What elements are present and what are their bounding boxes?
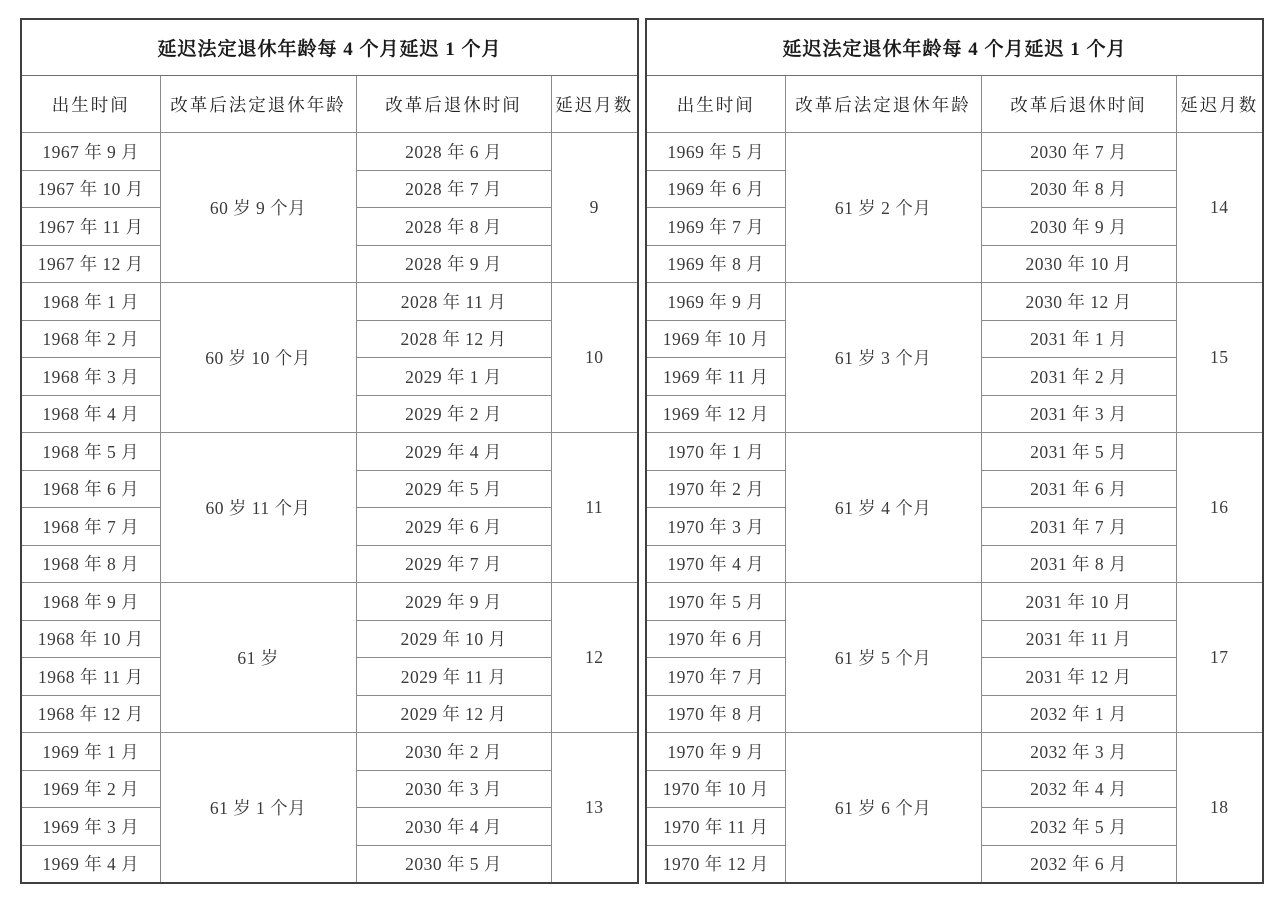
birth-month-cell: 1969 年 8 月 xyxy=(646,245,785,283)
retirement-month-cell: 2028 年 7 月 xyxy=(356,170,551,208)
delay-months-cell: 17 xyxy=(1176,583,1263,733)
retirement-age-cell: 61 岁 xyxy=(160,583,356,733)
retirement-month-cell: 2030 年 8 月 xyxy=(981,170,1176,208)
retirement-tables-container xyxy=(20,18,1264,884)
retirement-month-cell: 2029 年 4 月 xyxy=(356,433,551,471)
retirement-age-cell: 60 岁 10 个月 xyxy=(160,283,356,433)
retirement-month-cell: 2030 年 5 月 xyxy=(356,845,551,883)
table-row xyxy=(21,583,638,621)
table-row xyxy=(21,283,638,321)
retirement-month-cell: 2030 年 7 月 xyxy=(981,133,1176,171)
table-title: 延迟法定退休年龄每 4 个月延迟 1 个月 xyxy=(21,19,638,76)
retirement-month-cell: 2029 年 6 月 xyxy=(356,508,551,546)
retirement-month-cell: 2032 年 1 月 xyxy=(981,695,1176,733)
retirement-month-cell: 2032 年 6 月 xyxy=(981,845,1176,883)
retirement-month-cell: 2031 年 3 月 xyxy=(981,395,1176,433)
column-header-delay-months: 延迟月数 xyxy=(1176,76,1263,133)
retirement-table-left xyxy=(20,18,639,884)
retirement-month-cell: 2031 年 11 月 xyxy=(981,620,1176,658)
delay-months-cell: 14 xyxy=(1176,133,1263,283)
retirement-month-cell: 2030 年 9 月 xyxy=(981,208,1176,246)
retirement-month-cell: 2031 年 7 月 xyxy=(981,508,1176,546)
birth-month-cell: 1968 年 2 月 xyxy=(21,320,160,358)
retirement-month-cell: 2031 年 12 月 xyxy=(981,658,1176,696)
retirement-month-cell: 2029 年 11 月 xyxy=(356,658,551,696)
birth-month-cell: 1969 年 9 月 xyxy=(646,283,785,321)
delay-months-cell: 12 xyxy=(551,583,638,733)
retirement-month-cell: 2030 年 12 月 xyxy=(981,283,1176,321)
retirement-month-cell: 2029 年 1 月 xyxy=(356,358,551,396)
birth-month-cell: 1967 年 11 月 xyxy=(21,208,160,246)
birth-month-cell: 1968 年 3 月 xyxy=(21,358,160,396)
birth-month-cell: 1970 年 10 月 xyxy=(646,770,785,808)
retirement-month-cell: 2032 年 5 月 xyxy=(981,808,1176,846)
retirement-month-cell: 2028 年 12 月 xyxy=(356,320,551,358)
retirement-month-cell: 2030 年 10 月 xyxy=(981,245,1176,283)
retirement-month-cell: 2031 年 2 月 xyxy=(981,358,1176,396)
table-body xyxy=(646,133,1263,884)
table-header-row xyxy=(21,76,638,133)
birth-month-cell: 1968 年 4 月 xyxy=(21,395,160,433)
retirement-month-cell: 2031 年 1 月 xyxy=(981,320,1176,358)
birth-month-cell: 1969 年 12 月 xyxy=(646,395,785,433)
birth-month-cell: 1969 年 3 月 xyxy=(21,808,160,846)
retirement-month-cell: 2029 年 10 月 xyxy=(356,620,551,658)
table-row xyxy=(21,733,638,771)
table-header-row xyxy=(646,76,1263,133)
table-title: 延迟法定退休年龄每 4 个月延迟 1 个月 xyxy=(646,19,1263,76)
birth-month-cell: 1968 年 9 月 xyxy=(21,583,160,621)
retirement-month-cell: 2032 年 3 月 xyxy=(981,733,1176,771)
table-body xyxy=(21,133,638,884)
birth-month-cell: 1969 年 10 月 xyxy=(646,320,785,358)
birth-month-cell: 1970 年 11 月 xyxy=(646,808,785,846)
birth-month-cell: 1970 年 8 月 xyxy=(646,695,785,733)
retirement-month-cell: 2030 年 2 月 xyxy=(356,733,551,771)
birth-month-cell: 1969 年 6 月 xyxy=(646,170,785,208)
table-row xyxy=(646,583,1263,621)
retirement-month-cell: 2028 年 6 月 xyxy=(356,133,551,171)
birth-month-cell: 1970 年 6 月 xyxy=(646,620,785,658)
column-header-retirement-time: 改革后退休时间 xyxy=(356,76,551,133)
delay-months-cell: 18 xyxy=(1176,733,1263,884)
birth-month-cell: 1970 年 9 月 xyxy=(646,733,785,771)
birth-month-cell: 1968 年 7 月 xyxy=(21,508,160,546)
birth-month-cell: 1969 年 7 月 xyxy=(646,208,785,246)
retirement-age-cell: 60 岁 11 个月 xyxy=(160,433,356,583)
column-header-statutory-retirement-age: 改革后法定退休年龄 xyxy=(160,76,356,133)
table-title-row xyxy=(646,19,1263,76)
retirement-month-cell: 2030 年 3 月 xyxy=(356,770,551,808)
birth-month-cell: 1969 年 1 月 xyxy=(21,733,160,771)
birth-month-cell: 1968 年 10 月 xyxy=(21,620,160,658)
retirement-age-cell: 61 岁 4 个月 xyxy=(785,433,981,583)
table-row xyxy=(646,733,1263,771)
retirement-age-cell: 61 岁 3 个月 xyxy=(785,283,981,433)
birth-month-cell: 1970 年 1 月 xyxy=(646,433,785,471)
retirement-month-cell: 2031 年 8 月 xyxy=(981,545,1176,583)
birth-month-cell: 1969 年 5 月 xyxy=(646,133,785,171)
retirement-age-cell: 61 岁 1 个月 xyxy=(160,733,356,884)
birth-month-cell: 1967 年 9 月 xyxy=(21,133,160,171)
retirement-month-cell: 2029 年 2 月 xyxy=(356,395,551,433)
column-header-birth-time: 出生时间 xyxy=(646,76,785,133)
retirement-month-cell: 2029 年 5 月 xyxy=(356,470,551,508)
retirement-month-cell: 2031 年 10 月 xyxy=(981,583,1176,621)
table-row xyxy=(21,133,638,171)
birth-month-cell: 1970 年 4 月 xyxy=(646,545,785,583)
table-row xyxy=(646,433,1263,471)
birth-month-cell: 1967 年 10 月 xyxy=(21,170,160,208)
birth-month-cell: 1970 年 3 月 xyxy=(646,508,785,546)
retirement-month-cell: 2030 年 4 月 xyxy=(356,808,551,846)
birth-month-cell: 1967 年 12 月 xyxy=(21,245,160,283)
birth-month-cell: 1968 年 6 月 xyxy=(21,470,160,508)
delay-months-cell: 13 xyxy=(551,733,638,884)
retirement-month-cell: 2031 年 5 月 xyxy=(981,433,1176,471)
birth-month-cell: 1968 年 1 月 xyxy=(21,283,160,321)
birth-month-cell: 1968 年 8 月 xyxy=(21,545,160,583)
table-row xyxy=(646,133,1263,171)
delay-months-cell: 9 xyxy=(551,133,638,283)
retirement-month-cell: 2031 年 6 月 xyxy=(981,470,1176,508)
birth-month-cell: 1970 年 2 月 xyxy=(646,470,785,508)
birth-month-cell: 1970 年 5 月 xyxy=(646,583,785,621)
retirement-age-cell: 61 岁 2 个月 xyxy=(785,133,981,283)
delay-months-cell: 10 xyxy=(551,283,638,433)
table-row xyxy=(21,433,638,471)
retirement-month-cell: 2028 年 11 月 xyxy=(356,283,551,321)
birth-month-cell: 1969 年 2 月 xyxy=(21,770,160,808)
table-title-row xyxy=(21,19,638,76)
birth-month-cell: 1968 年 11 月 xyxy=(21,658,160,696)
column-header-retirement-time: 改革后退休时间 xyxy=(981,76,1176,133)
retirement-table-right xyxy=(645,18,1264,884)
birth-month-cell: 1968 年 12 月 xyxy=(21,695,160,733)
birth-month-cell: 1968 年 5 月 xyxy=(21,433,160,471)
column-header-delay-months: 延迟月数 xyxy=(551,76,638,133)
retirement-age-cell: 61 岁 6 个月 xyxy=(785,733,981,884)
retirement-month-cell: 2032 年 4 月 xyxy=(981,770,1176,808)
retirement-month-cell: 2028 年 8 月 xyxy=(356,208,551,246)
retirement-month-cell: 2029 年 9 月 xyxy=(356,583,551,621)
table-row xyxy=(646,283,1263,321)
retirement-age-cell: 61 岁 5 个月 xyxy=(785,583,981,733)
birth-month-cell: 1970 年 7 月 xyxy=(646,658,785,696)
column-header-birth-time: 出生时间 xyxy=(21,76,160,133)
retirement-month-cell: 2029 年 12 月 xyxy=(356,695,551,733)
retirement-month-cell: 2028 年 9 月 xyxy=(356,245,551,283)
birth-month-cell: 1970 年 12 月 xyxy=(646,845,785,883)
delay-months-cell: 15 xyxy=(1176,283,1263,433)
birth-month-cell: 1969 年 11 月 xyxy=(646,358,785,396)
column-header-statutory-retirement-age: 改革后法定退休年龄 xyxy=(785,76,981,133)
delay-months-cell: 11 xyxy=(551,433,638,583)
retirement-age-cell: 60 岁 9 个月 xyxy=(160,133,356,283)
birth-month-cell: 1969 年 4 月 xyxy=(21,845,160,883)
delay-months-cell: 16 xyxy=(1176,433,1263,583)
retirement-month-cell: 2029 年 7 月 xyxy=(356,545,551,583)
